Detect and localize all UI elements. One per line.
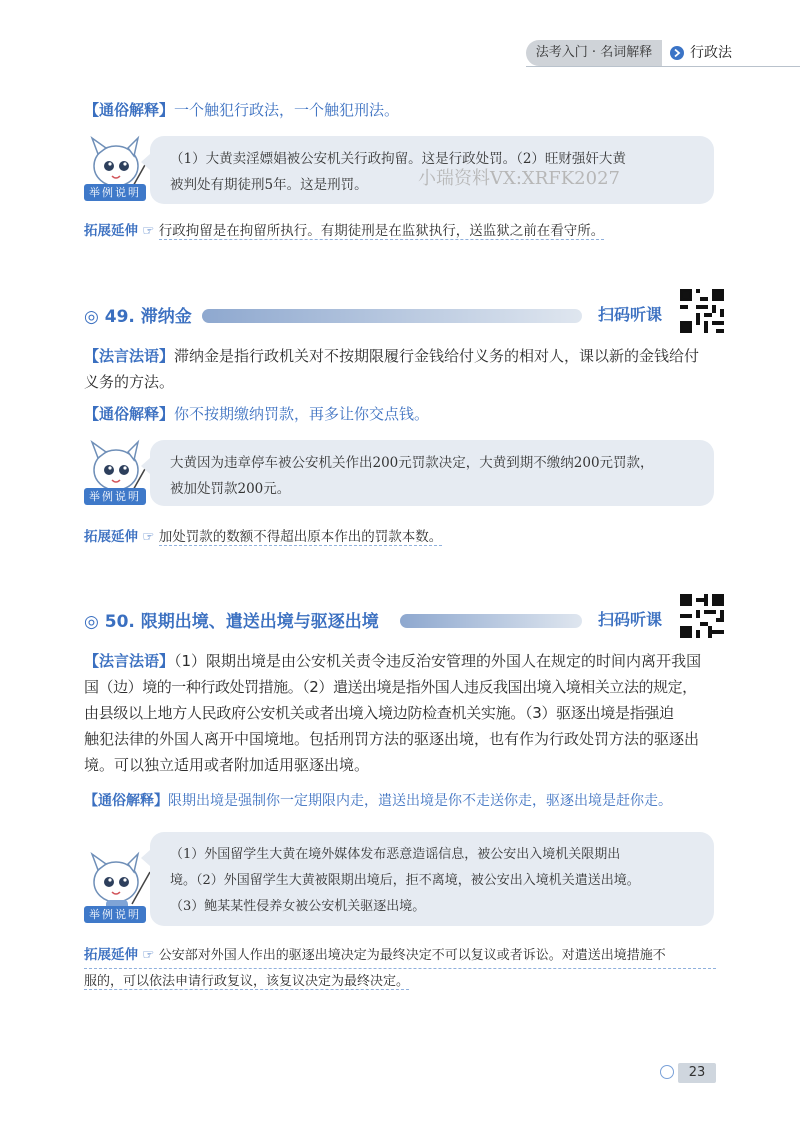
section-title-text: 50. 限期出境、遣送出境与驱逐出境 — [104, 612, 379, 632]
extend-text: 公安部对外国人作出的驱逐出境决定为最终决定不可以复议或者诉讼。对遣送出境措施不 — [158, 948, 666, 963]
plain-explanation-48 — [84, 97, 720, 123]
example-line: 境。（2）外国留学生大黄被限期出境后，拒不离境，被公安出入境机关遣送出境。 — [170, 873, 640, 888]
page-number — [660, 1063, 716, 1083]
pointing-hand-icon: ☞ — [142, 947, 155, 963]
section-title — [84, 302, 192, 327]
extend-49 — [84, 525, 442, 549]
extend-50 — [84, 943, 716, 994]
plain-label: 【通俗解释】 — [84, 793, 168, 809]
example-tag: 举例说明 — [84, 906, 146, 923]
smile-icon — [660, 1065, 674, 1079]
section-heading-49 — [84, 289, 724, 341]
example-line: （1）外国留学生大黄在境外媒体发布恶意造谣信息，被公安出入境机关限期出 — [170, 847, 621, 862]
chapter-title: 行政法 — [690, 45, 732, 61]
section-bar — [202, 309, 582, 323]
extend-text: 行政拘留是在拘留所执行。有期徒刑是在监狱执行，送监狱之前在看守所。 — [158, 223, 605, 239]
legal-definition-50 — [84, 648, 718, 778]
plain-explanation-49 — [84, 401, 720, 427]
legal-text: 国（边）境的一种行政处罚措施。（2）遣送出境是指外国人违反我国出境入境相关立法的规定， — [84, 678, 697, 696]
example-box-49 — [150, 440, 714, 506]
legal-label: 【法言法语】 — [84, 652, 175, 670]
qr-code-icon[interactable] — [680, 289, 724, 333]
chevron-right-icon — [670, 46, 684, 60]
legal-text: 义务的方法。 — [84, 373, 175, 391]
scan-label: 扫码听课 — [598, 305, 663, 324]
watermark: 小瑞资料VX:XRFK2027 — [418, 168, 620, 189]
extend-label: 拓展延伸 — [84, 947, 138, 963]
example-line: （3）鲍某某性侵养女被公安机关驱逐出境。 — [170, 899, 426, 914]
legal-definition-49 — [84, 343, 720, 395]
section-title-text: 49. 滞纳金 — [104, 307, 192, 327]
page-number-text: 23 — [678, 1063, 716, 1083]
pointing-hand-icon: ☞ — [142, 529, 155, 545]
target-icon: ◎ — [84, 307, 105, 327]
section-bar — [400, 614, 582, 628]
legal-label: 【法言法语】 — [84, 347, 175, 365]
legal-text: 触犯法律的外国人离开中国境地。包括刑罚方法的驱逐出境，也有作为行政处罚方法的驱逐出 — [84, 730, 700, 748]
example-box-50 — [150, 832, 714, 926]
plain-label: 【通俗解释】 — [84, 405, 175, 423]
plain-text: 你不按期缴纳罚款，再多让你交点钱。 — [174, 405, 430, 423]
extend-label: 拓展延伸 — [84, 529, 138, 545]
scan-label: 扫码听课 — [598, 610, 663, 629]
running-header — [526, 40, 796, 66]
qr-code-icon[interactable] — [680, 594, 724, 638]
header-divider — [526, 66, 800, 67]
extend-48 — [84, 219, 604, 243]
section-heading-50 — [84, 594, 724, 646]
plain-text: 一个触犯行政法，一个触犯刑法。 — [174, 101, 400, 119]
example-tag: 举例说明 — [84, 184, 146, 201]
book-tab: 法考入门 · 名词解释 — [526, 40, 662, 66]
example-tag: 举例说明 — [84, 488, 146, 505]
example-line: 被判处有期徒刑5年。这是刑罚。 — [170, 177, 368, 193]
legal-text: 滞纳金是指行政机关对不按期限履行金钱给付义务的相对人，课以新的金钱给付 — [174, 347, 700, 365]
plain-label: 【通俗解释】 — [84, 101, 175, 119]
extend-text: 服的，可以依法申请行政复议，该复议决定为最终决定。 — [84, 974, 410, 989]
example-line: 被加处罚款200元。 — [170, 481, 291, 497]
legal-text: 由县级以上地方人民政府公安机关或者出境入境边防检查机关实施。（3）驱逐出境是指强迫 — [84, 704, 674, 722]
example-line: （1）大黄卖淫嫖娼被公安机关行政拘留。这是行政处罚。（2）旺财强奸大黄 — [170, 151, 626, 167]
plain-explanation-50 — [84, 788, 720, 814]
extend-text: 加处罚款的数额不得超出原本作出的罚款本数。 — [158, 529, 443, 545]
example-line: 大黄因为违章停车被公安机关作出200元罚款决定，大黄到期不缴纳200元罚款， — [170, 455, 654, 471]
section-title — [84, 607, 379, 632]
legal-text: （1）限期出境是由公安机关责令违反治安管理的外国人在规定的时间内离开我国 — [174, 652, 702, 670]
target-icon: ◎ — [84, 612, 105, 632]
pointing-hand-icon: ☞ — [142, 223, 155, 239]
extend-label: 拓展延伸 — [84, 223, 138, 239]
plain-text: 限期出境是强制你一定期限内走，遣送出境是你不走送你走，驱逐出境是赶你走。 — [168, 793, 672, 809]
legal-text: 境。可以独立适用或者附加适用驱逐出境。 — [84, 756, 370, 774]
